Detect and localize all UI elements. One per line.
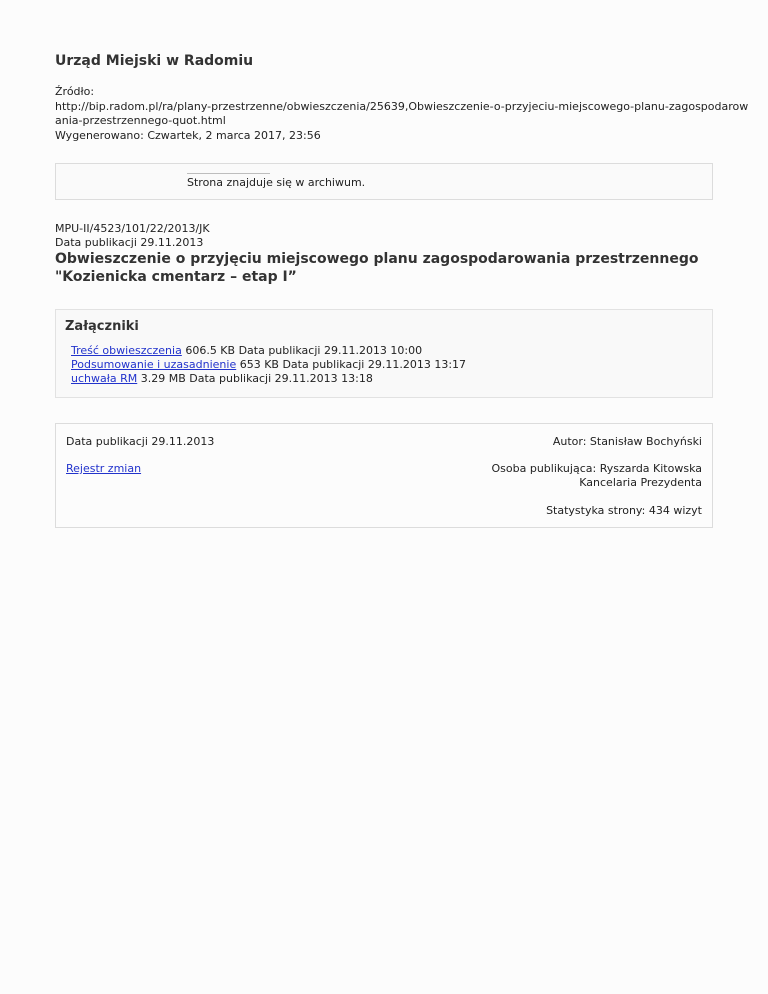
archive-notice xyxy=(187,174,365,189)
attachment-details: 653 KB Data publikacji 29.11.2013 13:17 xyxy=(236,358,467,371)
attachment-item xyxy=(71,344,466,358)
footer-change-log xyxy=(66,462,141,475)
source-url-line2: ania-przestrzennego-quot.html xyxy=(55,114,226,127)
attachment-link-podsumowanie[interactable]: Podsumowanie i uzasadnienie xyxy=(71,358,237,371)
source-url-line1: http://bip.radom.pl/ra/plany-przestrzenne/obwieszczenia/25639,Obwieszczenie-o-przyjeciu-miejscowego-planu-zagospodarow xyxy=(55,99,749,113)
footer-author: Autor: Stanisław Bochyński xyxy=(552,435,702,448)
change-log-link[interactable]: Rejestr zmian xyxy=(66,462,142,475)
document-title xyxy=(55,250,715,286)
attachments-heading: Załączniki xyxy=(65,319,139,334)
document-title-line2: "Kozienicka cmentarz – etap I” xyxy=(55,269,297,285)
attachment-item xyxy=(71,358,466,372)
site-title: Urząd Miejski w Radomiu xyxy=(55,53,254,69)
footer-department: Kancelaria Prezydenta xyxy=(579,476,702,489)
attachment-details: 3.29 MB Data publikacji 29.11.2013 13:18 xyxy=(137,372,373,385)
attachment-link-tresc[interactable]: Treść obwieszczenia xyxy=(71,344,182,357)
source-info xyxy=(55,85,749,143)
footer-metadata-box xyxy=(55,423,713,528)
archive-rule-divider xyxy=(187,173,270,174)
document-title-line1: Obwieszczenie o przyjęciu miejscowego planu zagospodarowania przestrzennego xyxy=(55,251,699,267)
document-meta xyxy=(55,222,210,250)
archive-notice-box xyxy=(55,163,713,200)
footer-publisher-block xyxy=(492,462,702,490)
document-publication-date: Data publikacji 29.11.2013 xyxy=(55,236,204,249)
attachment-link-uchwala[interactable]: uchwała RM xyxy=(71,372,138,385)
attachments-box xyxy=(55,309,713,398)
generated-timestamp: Wygenerowano: Czwartek, 2 marca 2017, 23:56 xyxy=(55,128,321,142)
attachments-list xyxy=(71,344,466,386)
footer-publication-date: Data publikacji 29.11.2013 xyxy=(66,435,215,448)
archive-notice-text: Strona znajduje się w archiwum. xyxy=(187,176,366,189)
attachment-item xyxy=(71,372,466,386)
attachment-details: 606.5 KB Data publikacji 29.11.2013 10:00 xyxy=(181,344,423,357)
footer-statistics: Statystyka strony: 434 wizyt xyxy=(546,504,702,517)
document-reference: MPU-II/4523/101/22/2013/JK xyxy=(55,222,210,235)
footer-publisher: Osoba publikująca: Ryszarda Kitowska xyxy=(491,462,702,475)
source-label: Źródło: xyxy=(55,85,95,98)
